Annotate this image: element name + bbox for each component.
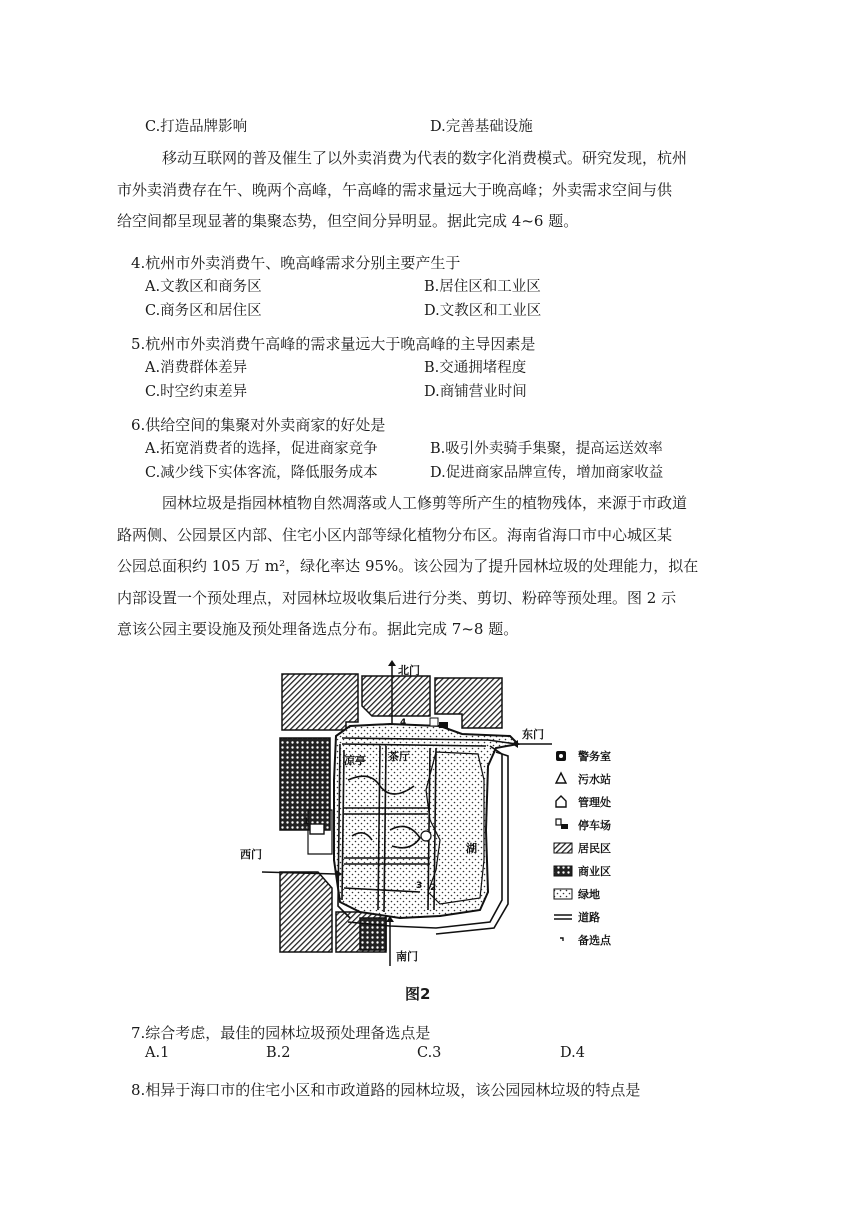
passage-garden-waste xyxy=(117,488,737,646)
q5-option-c: C.时空约束差异 xyxy=(145,384,248,400)
legend-commercial: 商业区 xyxy=(578,865,611,878)
candidate-point-2: 2 xyxy=(430,883,437,893)
legend-candidate: 备选点 xyxy=(578,934,611,947)
legend-residential: 居民区 xyxy=(578,842,611,855)
legend-police-icon: 警务室 xyxy=(578,750,611,763)
q6-option-a: A.拓宽消费者的选择，促进商家竞争 xyxy=(145,441,378,457)
legend-green: 绿地 xyxy=(578,888,600,901)
park-map xyxy=(240,660,630,970)
legend-parking-icon: 停车场 xyxy=(578,819,611,832)
q6-option-c: C.减少线下实体客流，降低服务成本 xyxy=(145,465,378,481)
question-8-stem: 8.相异于海口市的住宅小区和市政道路的园林垃圾，该公园园林垃圾的特点是 xyxy=(131,1081,641,1099)
passage-line: 给空间都呈现显著的集聚态势，但空间分异明显。据此完成 4~6 题。 xyxy=(117,212,579,230)
question-5-stem: 5.杭州市外卖消费午高峰的需求量远大于晚高峰的主导因素是 xyxy=(131,335,536,353)
legend-management-icon: 管理处 xyxy=(578,796,611,809)
residential-block xyxy=(282,674,358,730)
passage-line: 移动互联网的普及催生了以外卖消费为代表的数字化消费模式。研究发现，杭州 xyxy=(162,149,688,167)
candidate-point-3: 3 xyxy=(416,881,423,891)
q4-option-b: B.居住区和工业区 xyxy=(424,279,541,295)
passage-line: 公园总面积约 105 万 m²，绿化率达 95%。该公园为了提升园林垃圾的处理能力，拟在 xyxy=(117,557,699,575)
q7-option-b: B.2 xyxy=(266,1045,291,1061)
residential-block xyxy=(362,676,430,716)
passage-takeout xyxy=(117,143,737,238)
q6-option-b: B.吸引外卖骑手集聚，提高运送效率 xyxy=(430,441,663,457)
legend-road: 道路 xyxy=(578,911,600,924)
gate-west: 西门 xyxy=(240,848,262,861)
candidate-point-1: 1 xyxy=(303,817,310,827)
q4-option-d: D.文教区和工业区 xyxy=(424,303,542,319)
option-c-prev: C.打造品牌影响 xyxy=(145,119,248,135)
passage-line: 内部设置一个预处理点，对园林垃圾收集后进行分类、剪切、粉碎等预处理。图 2 示 xyxy=(117,588,677,607)
q5-option-b: B.交通拥堵程度 xyxy=(424,360,527,376)
q7-option-c: C.3 xyxy=(417,1045,442,1061)
passage-line: 路两侧、公园景区内部、住宅小区内部等绿化植物分布区。海南省海口市中心城区某 xyxy=(117,525,673,544)
gate-east: 东门 xyxy=(522,728,544,741)
place-pavilion: 凉亭 xyxy=(344,754,366,767)
legend-sewage-icon: 污水站 xyxy=(578,773,611,786)
gate-north: 北门 xyxy=(398,664,420,677)
q5-option-a: A.消费群体差异 xyxy=(145,360,248,376)
q7-option-d: D.4 xyxy=(560,1045,585,1061)
q4-option-a: A.文教区和商务区 xyxy=(145,279,262,295)
park-map-figure xyxy=(240,660,630,970)
question-6-stem: 6.供给空间的集聚对外卖商家的好处是 xyxy=(131,416,386,434)
q5-option-d: D.商铺营业时间 xyxy=(424,384,527,400)
candidate-point-4: 4 xyxy=(400,718,407,728)
question-4-stem: 4.杭州市外卖消费午、晚高峰需求分别主要产生于 xyxy=(131,254,461,272)
passage-line: 意该公园主要设施及预处理备选点分布。据此完成 7~8 题。 xyxy=(117,620,519,638)
gate-south: 南门 xyxy=(396,950,418,963)
figure-caption: 图2 xyxy=(405,985,431,1003)
place-teahouse: 茶厅 xyxy=(388,750,410,763)
q6-option-d: D.促进商家品牌宣传，增加商家收益 xyxy=(430,465,664,481)
option-d-prev: D.完善基础设施 xyxy=(430,119,533,135)
passage-line: 市外卖消费存在午、晚两个高峰，午高峰的需求量远大于晚高峰；外卖需求空间与供 xyxy=(117,180,673,199)
q7-option-a: A.1 xyxy=(145,1045,170,1061)
place-lake: 湖 xyxy=(466,842,477,855)
map-legend xyxy=(554,749,612,947)
question-7-stem: 7.综合考虑，最佳的园林垃圾预处理备选点是 xyxy=(131,1024,431,1042)
residential-block xyxy=(435,678,502,728)
passage-line: 园林垃圾是指园林植物自然凋落或人工修剪等所产生的植物残体，来源于市政道 xyxy=(162,494,688,512)
residential-block xyxy=(280,872,332,952)
q4-option-c: C.商务区和居住区 xyxy=(145,303,262,319)
